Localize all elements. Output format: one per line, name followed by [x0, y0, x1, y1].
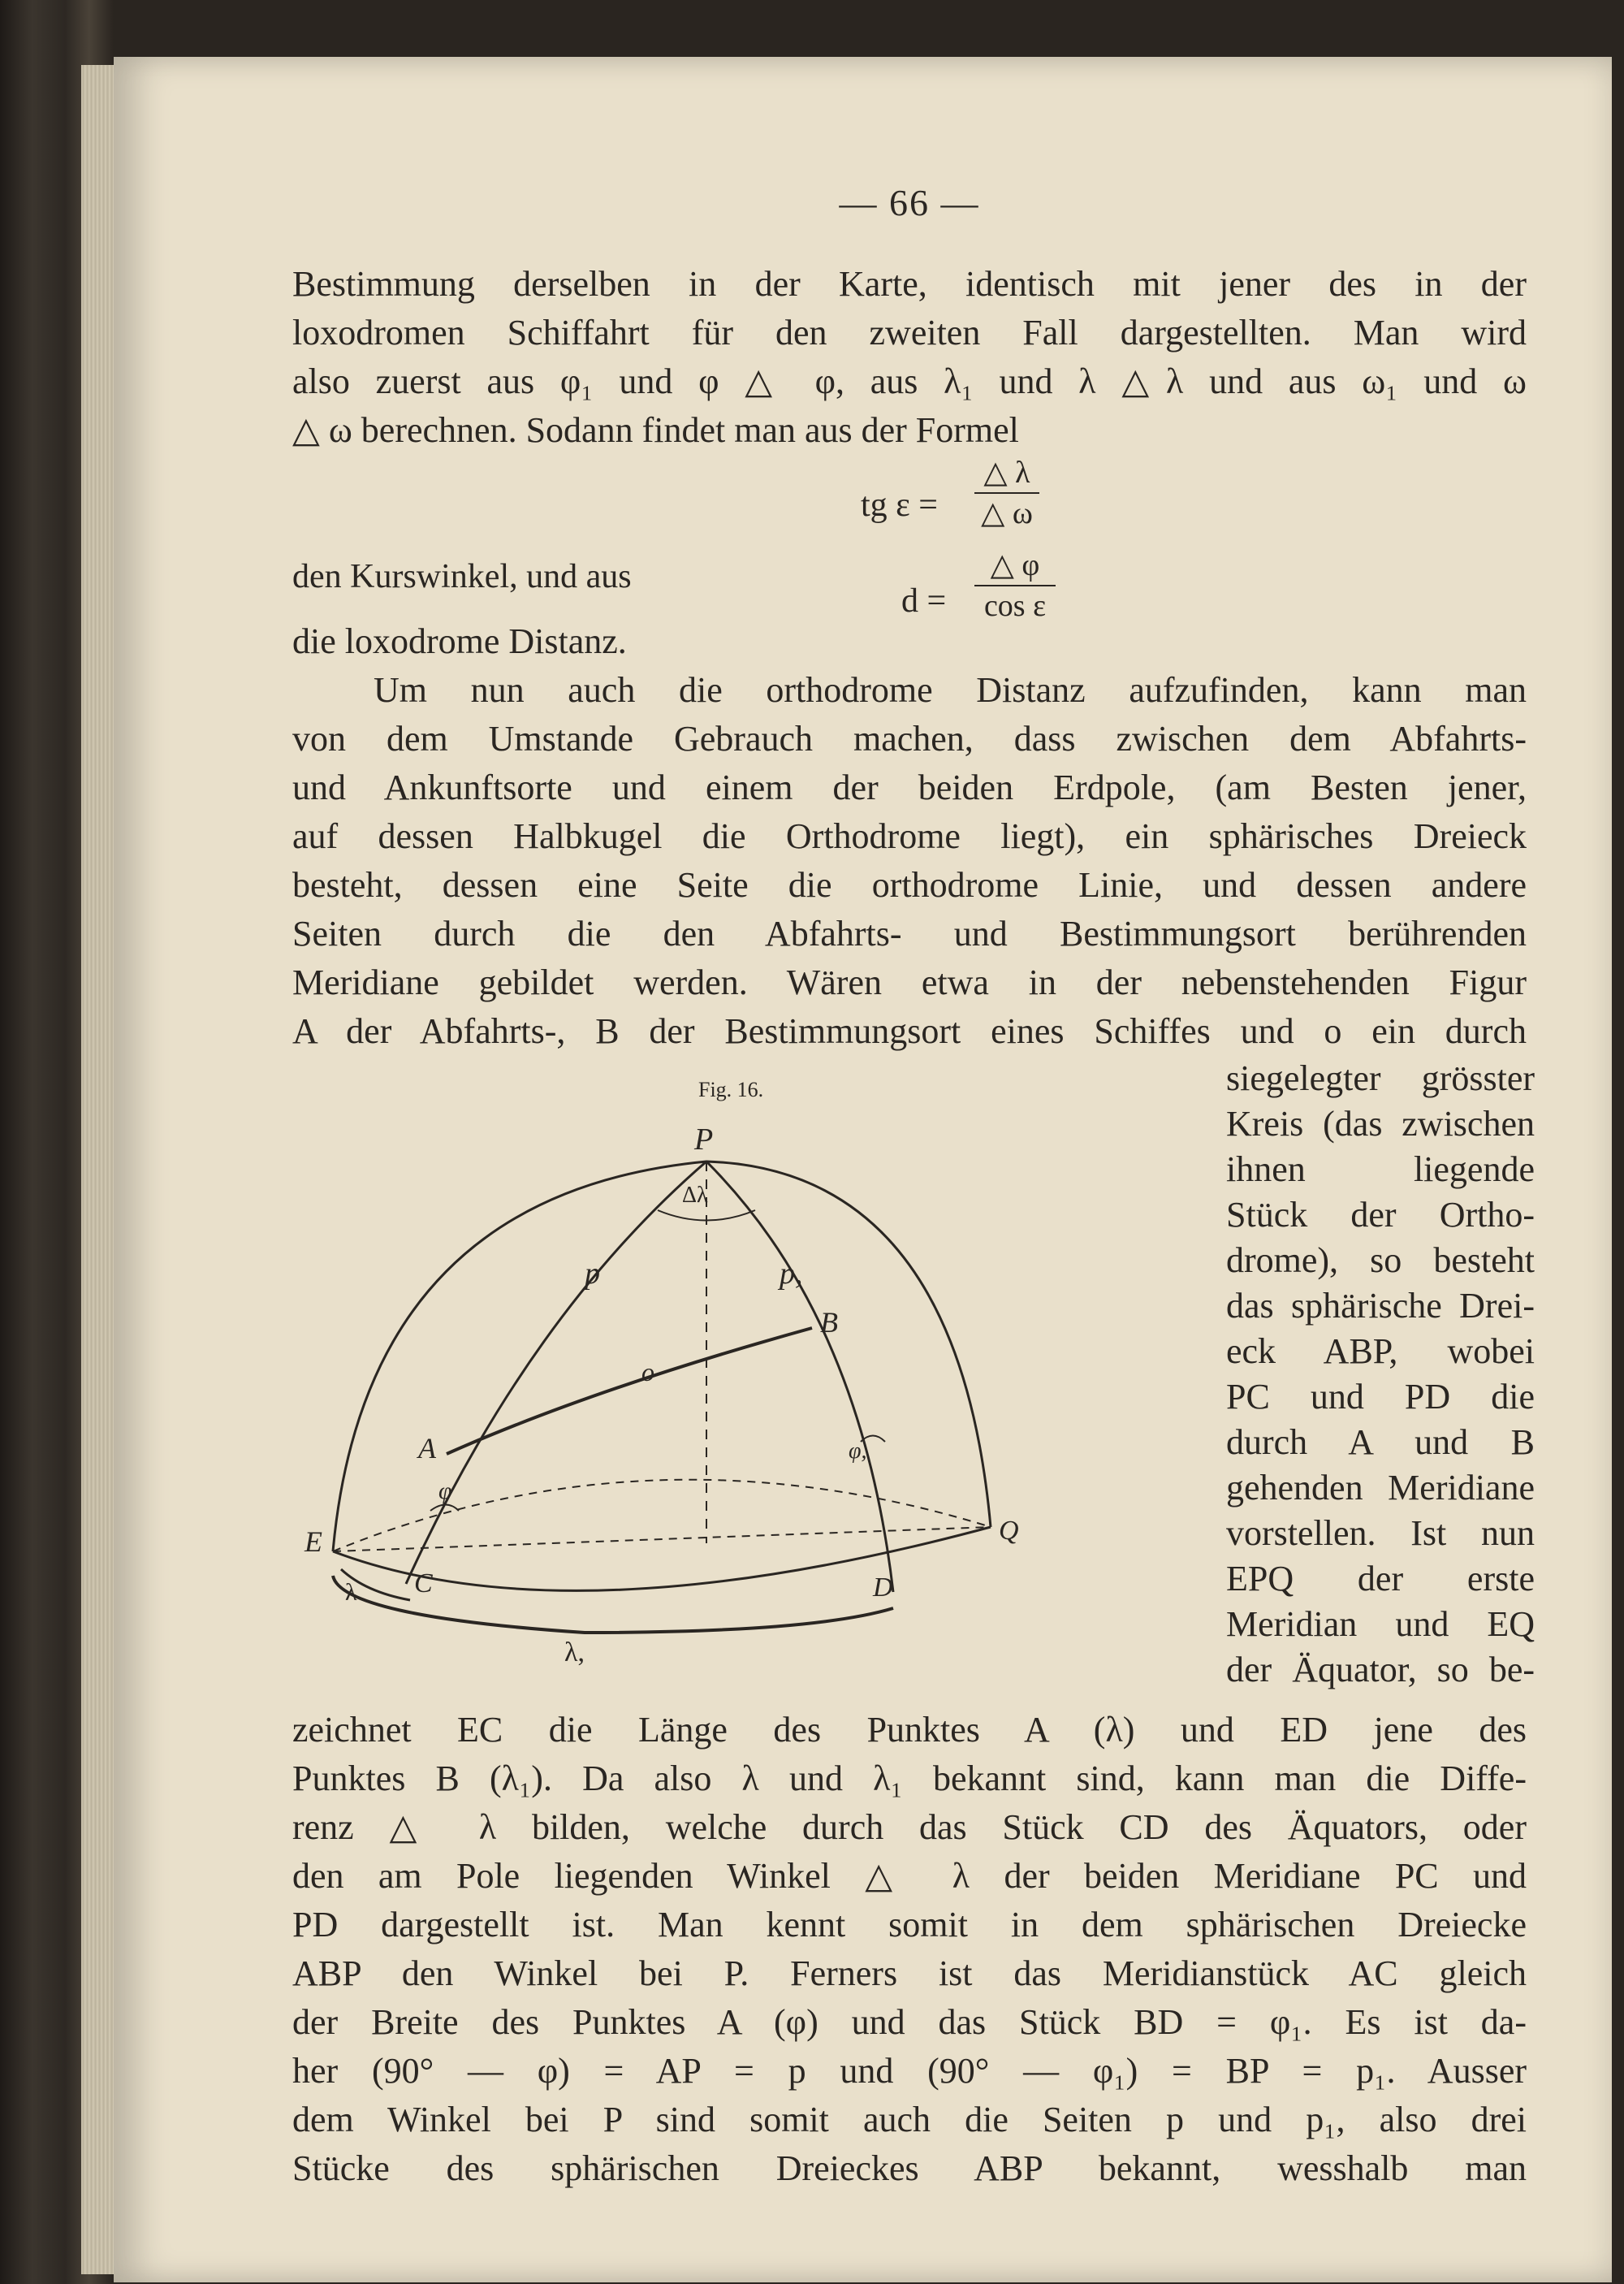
text-line: den Kurswinkel, und aus: [292, 558, 632, 595]
label-a: A: [418, 1432, 436, 1464]
label-lambda: λ: [345, 1579, 357, 1606]
formula-numerator: △ λ: [983, 456, 1030, 490]
text-line: Meridian und EQ: [1226, 1604, 1535, 1644]
formula-denominator: cos ε: [983, 589, 1047, 623]
label-q: Q: [999, 1516, 1019, 1546]
formula-numerator: △ φ: [990, 548, 1040, 582]
equator-back: [333, 1480, 991, 1551]
text-line: auf dessen Halbkugel die Orthodrome liegt), ein sphärisches Dreieck: [292, 816, 1527, 856]
label-d: D: [873, 1572, 893, 1603]
formula-fraction: [974, 547, 1056, 624]
kurs-line-wrap: [292, 548, 1527, 623]
formula-lhs: tg ε =: [861, 487, 938, 524]
label-phi1: φ,: [849, 1438, 867, 1464]
meridian-pd: [706, 1161, 893, 1592]
text-line: besteht, dessen eine Seite die orthodrome Linie, und dessen andere: [292, 865, 1527, 905]
text-line: das sphärische Drei-: [1226, 1286, 1535, 1326]
text-line: Stück der Ortho-: [1226, 1195, 1535, 1235]
formula-fraction: [974, 455, 1039, 531]
text-line: gehenden Meridiane: [1226, 1468, 1535, 1508]
text-line: zeichnet EC die Länge des Punktes A (λ) und ED jene des: [292, 1710, 1527, 1750]
text-line: PD dargestellt ist. Man kennt somit in dem sphärischen Dreiecke: [292, 1905, 1527, 1944]
text-line: Bestimmung derselben in der Karte, identisch mit jener des in der: [292, 264, 1527, 304]
text-line: Kreis (das zwischen: [1226, 1104, 1535, 1144]
label-p1: p,: [780, 1257, 803, 1291]
text-line: durch A und B: [1226, 1422, 1535, 1462]
text-line: Stücke des sphärischen Dreieckes ABP bekannt, wesshalb man: [292, 2148, 1527, 2188]
text-line: A der Abfahrts-, B der Bestimmungsort eines Schiffes und o ein durch: [292, 1011, 1527, 1051]
text-line: ABP den Winkel bei P. Ferners ist das Meridianstück AC gleich: [292, 1953, 1527, 1993]
label-lambda1: λ,: [564, 1637, 585, 1668]
label-o: o: [641, 1357, 654, 1386]
text-line: und Ankunftsorte und einem der beiden Erdpole, (am Besten jener,: [292, 768, 1527, 807]
label-e: E: [304, 1525, 322, 1558]
text-line: ihnen liegende: [1226, 1149, 1535, 1189]
text-line: Um nun auch die orthodrome Distanz aufzufinden, kann man: [374, 670, 1527, 710]
text-line: EPQ der erste: [1226, 1559, 1535, 1598]
side-text-column: [1226, 1056, 1535, 1693]
fraction-bar: [974, 585, 1056, 586]
figure-area: [292, 1056, 1535, 1689]
formula-tg: [292, 455, 1527, 552]
text-line: also zuerst aus φ₁ und φ △ φ, aus λ₁ und λ △λ und aus ω₁ und ω: [292, 361, 1527, 401]
label-p: p: [585, 1257, 600, 1291]
label-delta-lambda: Δλ: [682, 1183, 708, 1208]
text-line: von dem Umstande Gebrauch machen, dass zwischen dem Abfahrts-: [292, 719, 1527, 759]
text-line: eck ABP, wobei: [1226, 1331, 1535, 1371]
text-line: der Äquator, so be-: [1226, 1650, 1535, 1689]
text-line: △ ω berechnen. Sodann findet man aus der Formel: [292, 410, 1019, 450]
text-line: her (90° — φ) = AP = p und (90° — φ₁) = BP = p₁. Ausser: [292, 2051, 1527, 2091]
text-line: Seiten durch die den Abfahrts- und Bestimmungsort berührenden: [292, 914, 1527, 954]
text-line: loxodromen Schiffahrt für den zweiten Fall dargestellten. Man wird: [292, 313, 1527, 353]
page-header: — 66 —: [839, 182, 980, 223]
text-line: renz △ λ bilden, welche durch das Stück CD des Äquators, oder: [292, 1807, 1527, 1847]
fraction-bar: [974, 492, 1039, 494]
figure-caption: Fig. 16.: [698, 1078, 764, 1101]
label-p-pole: P: [694, 1123, 714, 1157]
page-text: [292, 179, 1535, 2193]
orthodrome-ab: [447, 1328, 812, 1454]
label-c: C: [414, 1568, 433, 1598]
text-line: siegelegter grösster: [1226, 1058, 1535, 1098]
hemisphere-outline: [333, 1161, 991, 1551]
text-line: die loxodrome Distanz.: [292, 621, 627, 661]
text-line: Punktes B (λ₁). Da also λ und λ₁ bekannt sind, kann man die Diffe-: [292, 1758, 1527, 1798]
text-line: Meridiane gebildet werden. Wären etwa in der nebenstehenden Figur: [292, 962, 1527, 1002]
text-line: PC und PD die: [1226, 1377, 1535, 1417]
formula-denominator: △ ω: [981, 496, 1033, 530]
text-line: den am Pole liegenden Winkel △ λ der beiden Meridiane PC und: [292, 1856, 1527, 1896]
label-b: B: [820, 1306, 838, 1339]
figure-16: [244, 1072, 1056, 1668]
text-line: drome), so besteht: [1226, 1240, 1535, 1280]
formula-lhs: d =: [901, 582, 947, 620]
text-line: der Breite des Punktes A (φ) und das Stück BD = φ₁. Es ist da-: [292, 2002, 1527, 2042]
label-phi: φ: [438, 1477, 452, 1504]
text-line: dem Winkel bei P sind somit auch die Seiten p und p₁, also drei: [292, 2100, 1527, 2139]
text-line: vorstellen. Ist nun: [1226, 1513, 1535, 1553]
